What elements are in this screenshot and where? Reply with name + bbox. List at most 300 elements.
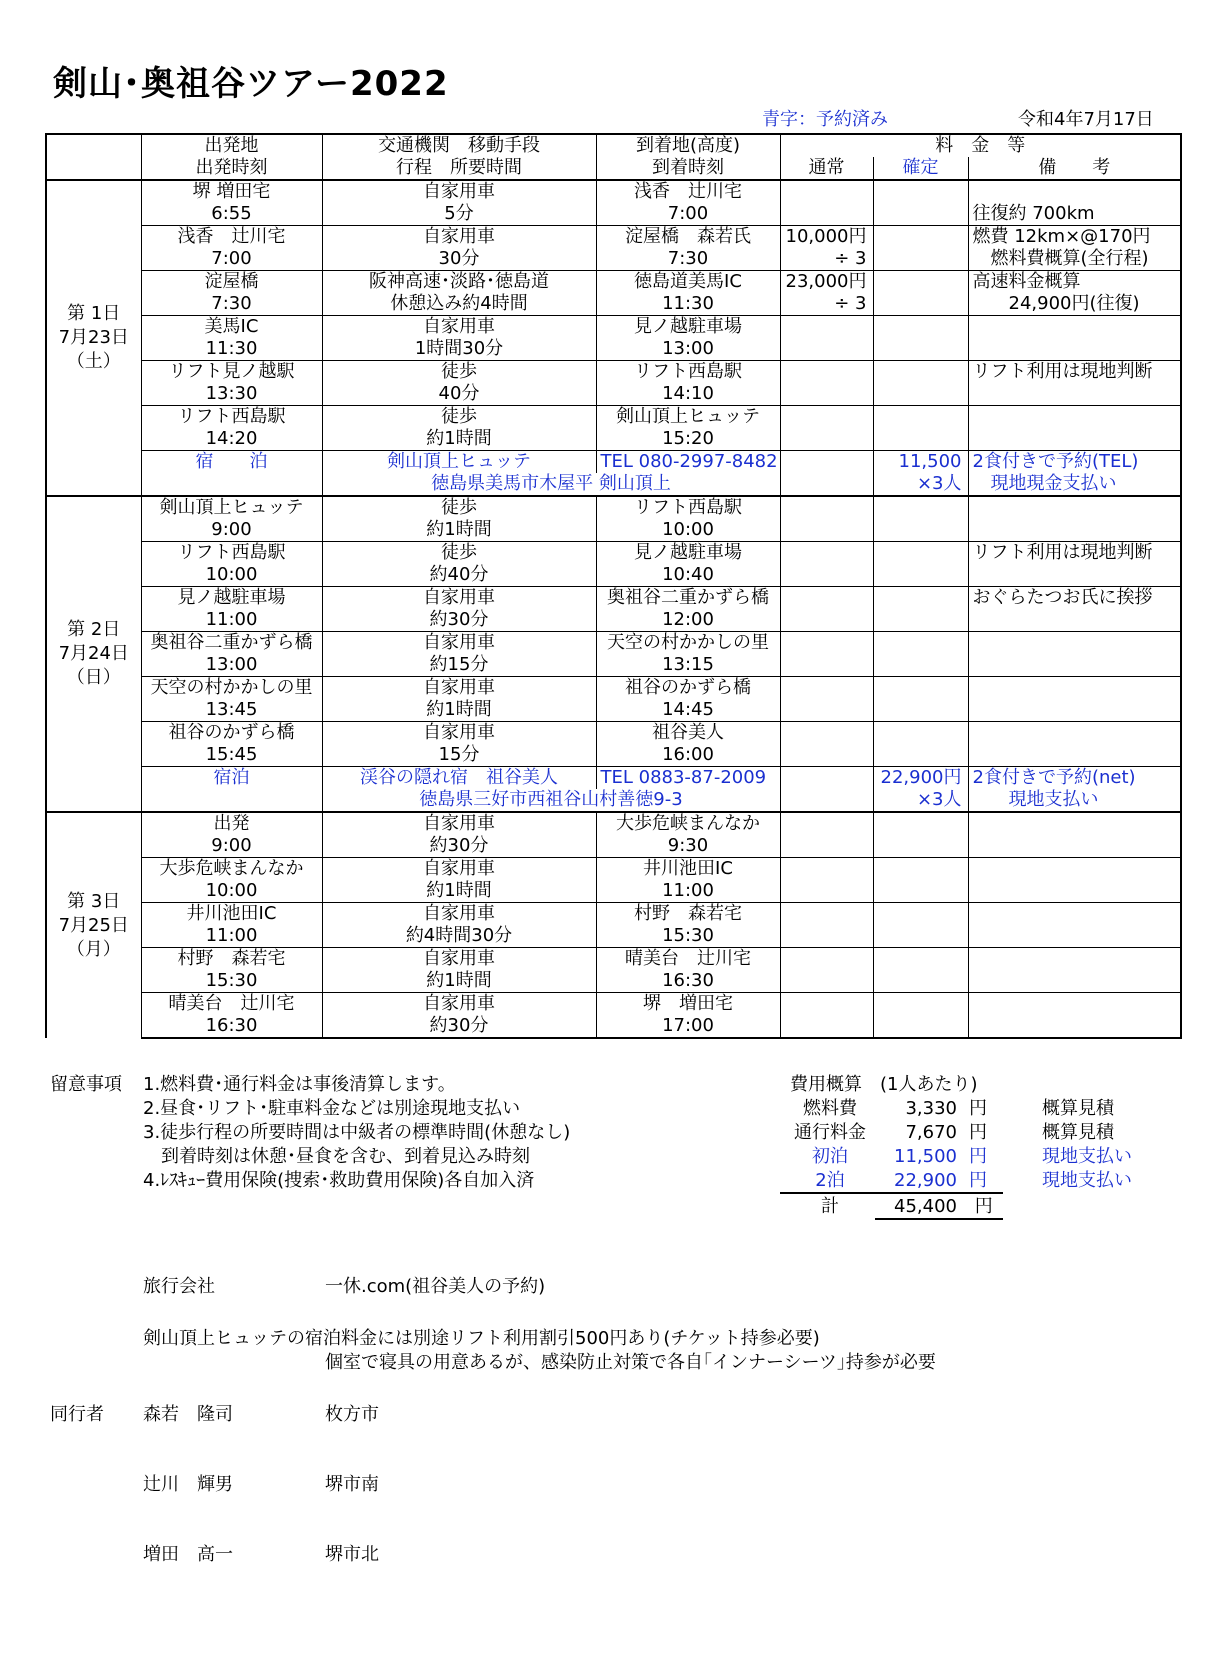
remark bbox=[968, 406, 1181, 429]
duration: 約1時間 bbox=[322, 519, 596, 542]
schedule-row-sub bbox=[46, 383, 1181, 406]
transport-mode: 自家用車 bbox=[322, 903, 596, 926]
cost-label: 通行料金 bbox=[794, 1122, 866, 1143]
schedule-row bbox=[46, 587, 1181, 610]
departure-place: 天空の村かかしの里 bbox=[141, 677, 322, 700]
stay-row-sub bbox=[46, 789, 1181, 812]
fee-fixed bbox=[873, 812, 968, 835]
day-label-line: 第 1日 bbox=[67, 303, 121, 324]
transport-mode: 自家用車 bbox=[322, 677, 596, 700]
arrival-place: 祖谷美人 bbox=[596, 722, 780, 745]
schedule-row bbox=[46, 406, 1181, 429]
cost-unit: 円 bbox=[969, 1146, 987, 1167]
departure-time: 14:20 bbox=[141, 428, 322, 451]
arrival-place: 奥祖谷二重かずら橋 bbox=[596, 587, 780, 610]
schedule-row-sub bbox=[46, 880, 1181, 903]
remark-sub bbox=[968, 383, 1181, 406]
fee-normal-sub bbox=[780, 564, 873, 587]
departure-place: 浅香 辻川宅 bbox=[141, 226, 322, 249]
fee-fixed bbox=[873, 226, 968, 249]
schedule-row-sub bbox=[46, 1015, 1181, 1038]
stay-fee-sub: ×3人 bbox=[873, 473, 968, 496]
departure-time: 10:00 bbox=[141, 564, 322, 587]
schedule-row-sub bbox=[46, 970, 1181, 993]
arrival-place: 淀屋橋 森若氏 bbox=[596, 226, 780, 249]
remark-sub: 往復約 700km bbox=[968, 203, 1181, 226]
departure-place: 堺 増田宅 bbox=[141, 180, 322, 203]
header-remarks: 備 考 bbox=[968, 157, 1181, 180]
remark-sub bbox=[968, 564, 1181, 587]
fee-fixed bbox=[873, 993, 968, 1016]
departure-time: 15:45 bbox=[141, 744, 322, 767]
cost-total-amount: 45,400 bbox=[894, 1196, 957, 1217]
fee-fixed bbox=[873, 180, 968, 203]
duration: 約30分 bbox=[322, 1015, 596, 1038]
departure-time: 7:00 bbox=[141, 248, 322, 271]
header-arrival-time: 到着時刻 bbox=[596, 157, 780, 180]
fee-normal bbox=[780, 180, 873, 203]
transport-mode: 自家用車 bbox=[322, 180, 596, 203]
fee-normal bbox=[780, 587, 873, 610]
remark bbox=[968, 812, 1181, 835]
fee-fixed-sub bbox=[873, 428, 968, 451]
duration: 15分 bbox=[322, 744, 596, 767]
departure-place: 祖谷のかずら橋 bbox=[141, 722, 322, 745]
remark-sub bbox=[968, 609, 1181, 632]
cost-remark: 現地支払い bbox=[1042, 1146, 1132, 1167]
duration: 約1時間 bbox=[322, 970, 596, 993]
arrival-time: 13:15 bbox=[596, 654, 780, 677]
transport-mode: 自家用車 bbox=[322, 993, 596, 1016]
schedule-row-sub bbox=[46, 609, 1181, 632]
schedule-row bbox=[46, 316, 1181, 339]
schedule-row-sub bbox=[46, 338, 1181, 361]
arrival-time: 17:00 bbox=[596, 1015, 780, 1038]
stay-address: 徳島県三好市西祖谷山村善徳9-3 bbox=[322, 789, 780, 812]
fee-fixed-sub bbox=[873, 519, 968, 542]
transport-mode: 徒歩 bbox=[322, 542, 596, 565]
transport-mode: 自家用車 bbox=[322, 948, 596, 971]
departure-time: 11:00 bbox=[141, 925, 322, 948]
remark-sub: 24,900円(往復) bbox=[968, 293, 1181, 316]
arrival-place: リフト西島駅 bbox=[596, 361, 780, 384]
schedule-row bbox=[46, 542, 1181, 565]
fee-fixed-sub bbox=[873, 1015, 968, 1038]
day-label-line: 7月24日 bbox=[58, 643, 129, 664]
day-label-line: 7月23日 bbox=[58, 327, 129, 348]
arrival-place: リフト西島駅 bbox=[596, 496, 780, 519]
day-label-line: （月） bbox=[66, 938, 121, 960]
stay-normal-sub bbox=[780, 789, 873, 812]
arrival-time: 14:10 bbox=[596, 383, 780, 406]
schedule-row-sub bbox=[46, 564, 1181, 587]
duration: 1時間30分 bbox=[322, 338, 596, 361]
schedule-row bbox=[46, 226, 1181, 249]
stay-row bbox=[46, 451, 1181, 474]
fee-fixed-sub bbox=[873, 835, 968, 858]
cost-amount: 3,330 bbox=[905, 1098, 957, 1119]
day-label bbox=[46, 496, 141, 812]
hutte-note-1: 剣山頂上ヒュッテの宿泊料金には別途リフト利用割引500円あり(チケット持参必要) bbox=[143, 1328, 820, 1349]
remark-sub: 燃料費概算(全行程) bbox=[968, 248, 1181, 271]
fee-fixed-sub bbox=[873, 744, 968, 767]
arrival-time: 15:30 bbox=[596, 925, 780, 948]
stay-remark-sub: 現地支払い bbox=[968, 789, 1181, 812]
schedule-row bbox=[46, 903, 1181, 926]
fee-normal-sub bbox=[780, 609, 873, 632]
schedule-row bbox=[46, 812, 1181, 835]
legend-note: 青字：予約済み bbox=[762, 109, 888, 130]
fee-normal bbox=[780, 496, 873, 519]
schedule-row bbox=[46, 180, 1181, 203]
departure-time: 11:30 bbox=[141, 338, 322, 361]
arrival-time: 7:30 bbox=[596, 248, 780, 271]
departure-time: 15:30 bbox=[141, 970, 322, 993]
departure-place: 奥祖谷二重かずら橋 bbox=[141, 632, 322, 655]
note-item: 1.燃料費･通行料金は事後清算します。 bbox=[143, 1074, 456, 1095]
header-day-cell bbox=[46, 134, 141, 180]
remark-sub bbox=[968, 970, 1181, 993]
day-label-line: （土） bbox=[66, 351, 121, 372]
duration: 約4時間30分 bbox=[322, 925, 596, 948]
remark bbox=[968, 180, 1181, 203]
fee-normal-sub bbox=[780, 654, 873, 677]
fee-normal bbox=[780, 406, 873, 429]
companion-city: 堺市南 bbox=[325, 1474, 379, 1495]
schedule-row-sub bbox=[46, 654, 1181, 677]
cost-amount-cell bbox=[875, 1142, 1003, 1168]
page-title: 剣山･奥祖谷ツアー2022 bbox=[53, 64, 449, 104]
header-departure: 出発地 bbox=[141, 134, 322, 157]
fee-normal-sub: ÷ 3 bbox=[780, 293, 873, 316]
departure-place: リフト西島駅 bbox=[141, 542, 322, 565]
cost-amount: 22,900 bbox=[894, 1170, 957, 1191]
arrival-place: 井川池田IC bbox=[596, 858, 780, 881]
departure-time: 9:00 bbox=[141, 519, 322, 542]
schedule-row-sub bbox=[46, 835, 1181, 858]
day-label bbox=[46, 812, 141, 1038]
schedule-row-sub bbox=[46, 428, 1181, 451]
fee-fixed bbox=[873, 316, 968, 339]
fee-fixed-sub bbox=[873, 925, 968, 948]
cost-total-unit: 円 bbox=[974, 1196, 993, 1217]
transport-mode: 自家用車 bbox=[322, 316, 596, 339]
header-duration: 行程 所要時間 bbox=[322, 157, 596, 180]
header-transport: 交通機関 移動手段 bbox=[322, 134, 596, 157]
cost-amount-cell bbox=[875, 1166, 1003, 1194]
departure-place: 見ノ越駐車場 bbox=[141, 587, 322, 610]
cost-amount: 11,500 bbox=[894, 1146, 957, 1167]
fee-normal: 10,000円 bbox=[780, 226, 873, 249]
header-arrival: 到着地(高度) bbox=[596, 134, 780, 157]
fee-fixed-sub bbox=[873, 699, 968, 722]
day-label-line: 第 2日 bbox=[67, 619, 121, 640]
arrival-time: 10:40 bbox=[596, 564, 780, 587]
day-label bbox=[46, 180, 141, 496]
arrival-time: 16:00 bbox=[596, 744, 780, 767]
departure-place: 淀屋橋 bbox=[141, 271, 322, 294]
arrival-place: 晴美台 辻川宅 bbox=[596, 948, 780, 971]
stay-remark-sub: 現地現金支払い bbox=[968, 473, 1181, 496]
remark-sub bbox=[968, 1015, 1181, 1038]
remark bbox=[968, 993, 1181, 1016]
fee-fixed-sub bbox=[873, 293, 968, 316]
fee-normal bbox=[780, 632, 873, 655]
remark: リフト利用は現地判断 bbox=[968, 542, 1181, 565]
schedule-row bbox=[46, 361, 1181, 384]
day-label-line: 7月25日 bbox=[58, 914, 129, 936]
arrival-time: 15:20 bbox=[596, 428, 780, 451]
stay-lodging: 渓谷の隠れ宿 祖谷美人 bbox=[322, 767, 596, 790]
fee-normal bbox=[780, 948, 873, 971]
fee-normal bbox=[780, 542, 873, 565]
cost-label: 燃料費 bbox=[803, 1098, 857, 1119]
arrival-place: 堺 増田宅 bbox=[596, 993, 780, 1016]
transport-mode: 自家用車 bbox=[322, 812, 596, 835]
fee-fixed bbox=[873, 406, 968, 429]
stay-fee: 22,900円 bbox=[873, 767, 968, 790]
fee-normal-sub bbox=[780, 338, 873, 361]
fee-normal-sub bbox=[780, 744, 873, 767]
departure-time: 7:30 bbox=[141, 293, 322, 316]
departure-place: 剣山頂上ヒュッテ bbox=[141, 496, 322, 519]
agency-label: 旅行会社 bbox=[143, 1276, 215, 1297]
stay-phone: TEL 080-2997-8482 bbox=[596, 451, 780, 474]
remark bbox=[968, 677, 1181, 700]
fee-normal bbox=[780, 903, 873, 926]
duration: 約30分 bbox=[322, 835, 596, 858]
note-item: 3.徒歩行程の所要時間は中級者の標準時間(休憩なし) bbox=[143, 1122, 571, 1143]
transport-mode: 徒歩 bbox=[322, 406, 596, 429]
arrival-time: 11:30 bbox=[596, 293, 780, 316]
duration: 約15分 bbox=[322, 654, 596, 677]
remark bbox=[968, 903, 1181, 926]
arrival-time: 16:30 bbox=[596, 970, 780, 993]
arrival-place: 徳島道美馬IC bbox=[596, 271, 780, 294]
remark bbox=[968, 858, 1181, 881]
cost-unit: 円 bbox=[969, 1170, 987, 1191]
remark: おぐらたつお氏に挨拶 bbox=[968, 587, 1181, 610]
fee-fixed-sub bbox=[873, 383, 968, 406]
schedule-row bbox=[46, 271, 1181, 294]
fee-fixed-sub bbox=[873, 248, 968, 271]
fee-normal bbox=[780, 361, 873, 384]
fee-normal-sub bbox=[780, 428, 873, 451]
departure-time: 10:00 bbox=[141, 880, 322, 903]
departure-place: リフト見ノ越駅 bbox=[141, 361, 322, 384]
schedule-row-sub bbox=[46, 248, 1181, 271]
cost-unit: 円 bbox=[969, 1122, 987, 1143]
departure-time: 13:45 bbox=[141, 699, 322, 722]
fee-normal-sub bbox=[780, 203, 873, 226]
schedule-row bbox=[46, 722, 1181, 745]
cost-remark: 概算見積 bbox=[1042, 1122, 1114, 1143]
departure-time: 6:55 bbox=[141, 203, 322, 226]
fee-normal: 23,000円 bbox=[780, 271, 873, 294]
transport-mode: 徒歩 bbox=[322, 496, 596, 519]
schedule-row-sub bbox=[46, 925, 1181, 948]
departure-time: 13:00 bbox=[141, 654, 322, 677]
departure-place: 出発 bbox=[141, 812, 322, 835]
transport-mode: 自家用車 bbox=[322, 226, 596, 249]
fee-normal-sub bbox=[780, 835, 873, 858]
arrival-place: 村野 森若宅 bbox=[596, 903, 780, 926]
schedule-row bbox=[46, 993, 1181, 1016]
note-item: 到着時刻は休憩･昼食を含む、到着見込み時刻 bbox=[143, 1146, 530, 1167]
cost-label: 2泊 bbox=[780, 1166, 880, 1194]
fee-fixed bbox=[873, 542, 968, 565]
duration: 5分 bbox=[322, 203, 596, 226]
departure-time: 13:30 bbox=[141, 383, 322, 406]
transport-mode: 自家用車 bbox=[322, 858, 596, 881]
schedule-row-sub bbox=[46, 519, 1181, 542]
arrival-time: 11:00 bbox=[596, 880, 780, 903]
note-item: 2.昼食･リフト･駐車料金などは別途現地支払い bbox=[143, 1098, 521, 1119]
arrival-place: 祖谷のかずら橋 bbox=[596, 677, 780, 700]
duration: 約1時間 bbox=[322, 880, 596, 903]
schedule-row bbox=[46, 632, 1181, 655]
stay-empty bbox=[141, 473, 322, 496]
arrival-place: 浅香 辻川宅 bbox=[596, 180, 780, 203]
duration: 30分 bbox=[322, 248, 596, 271]
arrival-place: 見ノ越駐車場 bbox=[596, 316, 780, 339]
stay-remark: 2食付きで予約(TEL) bbox=[968, 451, 1181, 474]
departure-time: 11:00 bbox=[141, 609, 322, 632]
duration: 40分 bbox=[322, 383, 596, 406]
departure-place: 大歩危峡まんなか bbox=[141, 858, 322, 881]
arrival-time: 13:00 bbox=[596, 338, 780, 361]
header-fees: 料 金 等 bbox=[780, 134, 1181, 157]
fee-normal-sub bbox=[780, 970, 873, 993]
remark-sub bbox=[968, 925, 1181, 948]
companion-name: 辻川 輝男 bbox=[143, 1474, 233, 1495]
remark bbox=[968, 496, 1181, 519]
stay-lodging: 剣山頂上ヒュッテ bbox=[322, 451, 596, 474]
fee-normal-sub bbox=[780, 925, 873, 948]
fee-normal-sub bbox=[780, 699, 873, 722]
transport-mode: 自家用車 bbox=[322, 632, 596, 655]
remark-sub bbox=[968, 744, 1181, 767]
header-fixed: 確定 bbox=[873, 157, 968, 180]
fee-fixed bbox=[873, 858, 968, 881]
departure-time: 9:00 bbox=[141, 835, 322, 858]
departure-place: 美馬IC bbox=[141, 316, 322, 339]
transport-mode: 徒歩 bbox=[322, 361, 596, 384]
remark-sub bbox=[968, 428, 1181, 451]
stay-fee: 11,500 bbox=[873, 451, 968, 474]
arrival-place: 見ノ越駐車場 bbox=[596, 542, 780, 565]
departure-place: リフト西島駅 bbox=[141, 406, 322, 429]
arrival-time: 10:00 bbox=[596, 519, 780, 542]
fee-fixed bbox=[873, 361, 968, 384]
schedule-row-sub bbox=[46, 203, 1181, 226]
fee-normal bbox=[780, 993, 873, 1016]
cost-label: 初泊 bbox=[812, 1146, 848, 1167]
arrival-time: 14:45 bbox=[596, 699, 780, 722]
stay-normal-sub bbox=[780, 473, 873, 496]
fee-normal bbox=[780, 858, 873, 881]
remark-sub bbox=[968, 519, 1181, 542]
cost-total bbox=[875, 1192, 1003, 1220]
header-row-2 bbox=[46, 157, 1181, 180]
fee-normal-sub bbox=[780, 1015, 873, 1038]
remark: 燃費 12km×@170円 bbox=[968, 226, 1181, 249]
stay-remark: 2食付きで予約(net) bbox=[968, 767, 1181, 790]
remark-sub bbox=[968, 699, 1181, 722]
duration: 休憩込み約4時間 bbox=[322, 293, 596, 316]
departure-time: 16:30 bbox=[141, 1015, 322, 1038]
duration: 約1時間 bbox=[322, 428, 596, 451]
remark bbox=[968, 722, 1181, 745]
remark: リフト利用は現地判断 bbox=[968, 361, 1181, 384]
remark bbox=[968, 948, 1181, 971]
departure-place: 村野 森若宅 bbox=[141, 948, 322, 971]
agency-value: 一休.com(祖谷美人の予約) bbox=[325, 1276, 546, 1297]
companion-city: 枚方市 bbox=[325, 1404, 379, 1425]
cost-remark: 概算見積 bbox=[1042, 1098, 1114, 1119]
companion-name: 増田 高一 bbox=[143, 1544, 233, 1565]
stay-row bbox=[46, 767, 1181, 790]
cost-remark: 現地支払い bbox=[1042, 1170, 1132, 1191]
cost-unit: 円 bbox=[969, 1098, 987, 1119]
fee-normal-sub: ÷ 3 bbox=[780, 248, 873, 271]
stay-fee-sub: ×3人 bbox=[873, 789, 968, 812]
remark bbox=[968, 316, 1181, 339]
arrival-time: 7:00 bbox=[596, 203, 780, 226]
fee-fixed bbox=[873, 271, 968, 294]
schedule-row-sub bbox=[46, 744, 1181, 767]
schedule-row bbox=[46, 496, 1181, 519]
header-normal: 通常 bbox=[780, 157, 873, 180]
fee-fixed-sub bbox=[873, 970, 968, 993]
hutte-note-2: 個室で寝具の用意あるが、感染防止対策で各自｢インナーシーツ｣持参が必要 bbox=[325, 1352, 936, 1373]
stay-label: 宿泊 bbox=[141, 767, 322, 790]
header-departure-time: 出発時刻 bbox=[141, 157, 322, 180]
stay-label: 宿 泊 bbox=[141, 451, 322, 474]
schedule-row bbox=[46, 858, 1181, 881]
transport-mode: 阪神高速･淡路･徳島道 bbox=[322, 271, 596, 294]
note-item: 4.ﾚｽｷｭｰ費用保険(捜索･救助費用保険)各自加入済 bbox=[143, 1170, 535, 1191]
duration: 約30分 bbox=[322, 609, 596, 632]
fee-fixed-sub bbox=[873, 609, 968, 632]
schedule-row bbox=[46, 677, 1181, 700]
fee-normal bbox=[780, 316, 873, 339]
schedule-row-sub bbox=[46, 293, 1181, 316]
stay-phone: TEL 0883-87-2009 bbox=[596, 767, 780, 790]
departure-place: 晴美台 辻川宅 bbox=[141, 993, 322, 1016]
companions-label: 同行者 bbox=[50, 1404, 104, 1425]
cost-header: 費用概算 (1人あたり) bbox=[790, 1074, 978, 1095]
document-date: 令和4年7月17日 bbox=[1018, 109, 1154, 130]
header-row-1 bbox=[46, 134, 1181, 157]
stay-address: 徳島県美馬市木屋平 剣山頂上 bbox=[322, 473, 780, 496]
fee-normal-sub bbox=[780, 519, 873, 542]
duration: 約40分 bbox=[322, 564, 596, 587]
day-label-line: 第 3日 bbox=[67, 890, 121, 912]
remark bbox=[968, 632, 1181, 655]
fee-normal-sub bbox=[780, 880, 873, 903]
stay-empty bbox=[141, 789, 322, 812]
fee-normal-sub bbox=[780, 383, 873, 406]
fee-fixed bbox=[873, 722, 968, 745]
fee-fixed-sub bbox=[873, 203, 968, 226]
remark-sub bbox=[968, 338, 1181, 361]
fee-fixed bbox=[873, 587, 968, 610]
cost-amount: 7,670 bbox=[905, 1122, 957, 1143]
remark: 高速料金概算 bbox=[968, 271, 1181, 294]
schedule-table bbox=[45, 133, 1180, 1039]
fee-fixed-sub bbox=[873, 654, 968, 677]
